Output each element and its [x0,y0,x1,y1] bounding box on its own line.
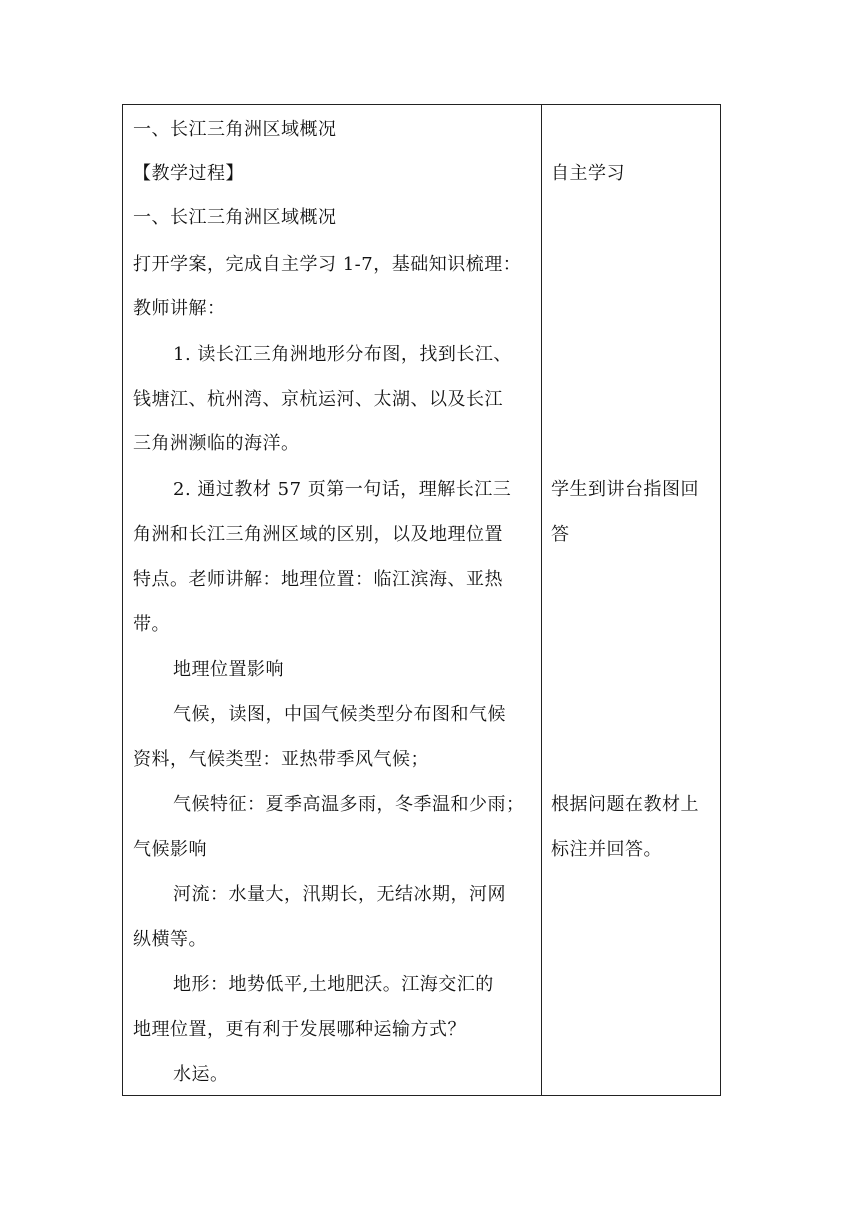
section-title: 一、长江三角洲区域概况 [133,119,337,140]
river-line2: 纵横等。 [133,929,207,950]
terrain-line1: 地形：地势低平,土地肥沃。江海交汇的 [173,974,494,995]
self-study-note: 自主学习 [551,163,625,184]
answer-water: 水运。 [173,1064,229,1085]
question-note-line1: 根据问题在教材上 [551,794,699,815]
item1-line1: 1. 读长江三角洲地形分布图，找到长江、 [173,344,512,365]
terrain-line2: 地理位置，更有利于发展哪种运输方式？ [133,1019,466,1040]
item2-line2: 角洲和长江三角洲区域的区别，以及地理位置 [133,524,503,545]
climate-feature-line2: 气候影响 [133,839,207,860]
climate-line2: 资料，气候类型：亚热带季风气候； [133,749,429,770]
intro-line: 打开学案，完成自主学习 1-7，基础知识梳理： [133,254,522,275]
student-answer-line2: 答 [551,524,570,545]
section-title-repeat: 一、长江三角洲区域概况 [133,207,337,228]
item2-line1: 2. 通过教材 57 页第一句话，理解长江三 [173,479,512,500]
river-line1: 河流：水量大，汛期长，无结冰期，河网 [173,884,506,905]
item1-line2: 钱塘江、杭州湾、京杭运河、太湖、以及长江 [133,389,503,410]
item2-line4: 带。 [133,614,170,635]
item2-line3: 特点。老师讲解：地理位置：临江滨海、亚热 [133,569,503,590]
climate-line1: 气候，读图，中国气候类型分布图和气候 [173,704,506,725]
process-heading: 【教学过程】 [133,163,244,184]
location-influence: 地理位置影响 [173,659,284,680]
item1-line3: 三角洲濒临的海洋。 [133,433,300,454]
column-divider [541,105,542,1095]
student-answer-line1: 学生到讲台指图回 [551,479,699,500]
lesson-table [122,104,721,1096]
teacher-explain: 教师讲解： [133,298,226,319]
climate-feature-line1: 气候特征：夏季高温多雨，冬季温和少雨； [173,794,525,815]
question-note-line2: 标注并回答。 [551,839,662,860]
